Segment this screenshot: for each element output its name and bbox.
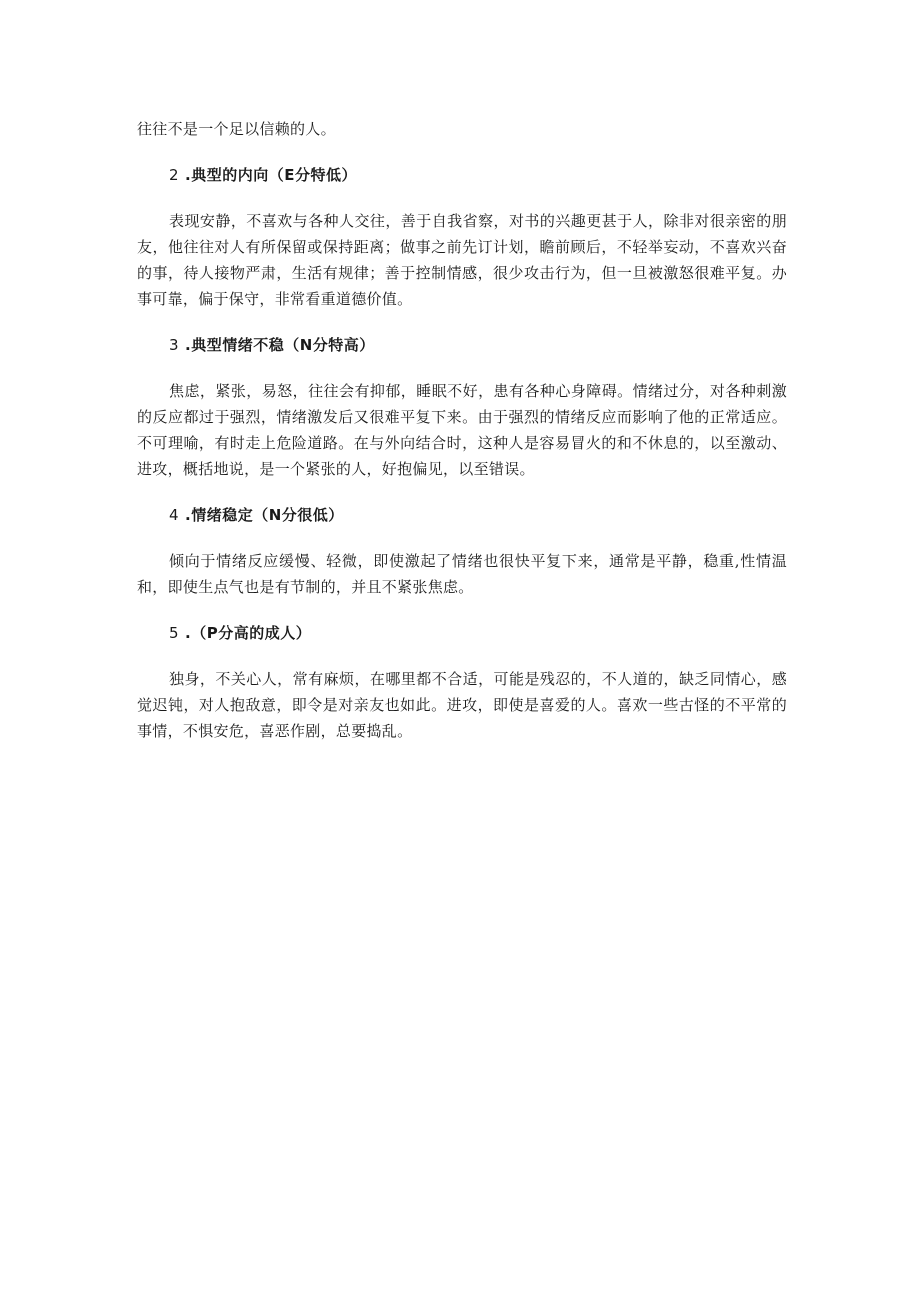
section-title: .典型的内向（E分特低） bbox=[185, 166, 357, 184]
section-heading bbox=[169, 502, 787, 528]
section-body: 独身，不关心人，常有麻烦，在哪里都不合适，可能是残忍的，不人道的，缺乏同情心，感觉迟钝，对人抱敌意，即令是对亲友也如此。进攻，即使是喜爱的人。喜欢一些古怪的不平常的事情，不惧安危，喜恶作剧，总要捣乱。 bbox=[137, 670, 787, 740]
section-title: .情绪稳定（N分很低） bbox=[185, 506, 344, 524]
section-body: 表现安静，不喜欢与各种人交往，善于自我省察，对书的兴趣更甚于人，除非对很亲密的朋友，他往往对人有所保留或保持距离；做事之前先订计划，瞻前顾后，不轻举妄动，不喜欢兴奋的事，待人接物严肃，生活有规律；善于控制情感，很少攻击行为，但一旦被激怒很难平复。办事可靠，偏于保守，非常看重道德价值。 bbox=[137, 212, 787, 308]
document-page bbox=[137, 116, 787, 764]
section-heading bbox=[169, 162, 787, 188]
section-heading bbox=[169, 332, 787, 358]
continuation-paragraph: 往往不是一个足以信赖的人。 bbox=[137, 120, 336, 138]
section-heading bbox=[169, 620, 787, 646]
section-4 bbox=[137, 502, 787, 600]
section-number: 5 bbox=[169, 624, 180, 642]
section-5 bbox=[137, 620, 787, 744]
section-2 bbox=[137, 162, 787, 312]
section-body: 焦虑，紧张，易怒，往往会有抑郁，睡眠不好，患有各种心身障碍。情绪过分，对各种刺激的反应都过于强烈，情绪激发后又很难平复下来。由于强烈的情绪反应而影响了他的正常适应。不可理喻，有时走上危险道路。在与外向结合时，这种人是容易冒火的和不休息的，以至激动、进攻，概括地说，是一个紧张的人，好抱偏见，以至错误。 bbox=[137, 382, 787, 478]
section-title: .（P分高的成人） bbox=[185, 624, 312, 642]
section-number: 4 bbox=[169, 506, 180, 524]
section-3 bbox=[137, 332, 787, 482]
section-body: 倾向于情绪反应缓慢、轻微，即使激起了情绪也很快平复下来，通常是平静，稳重,性情温和，即使生点气也是有节制的，并且不紧张焦虑。 bbox=[137, 552, 787, 596]
section-number: 2 bbox=[169, 166, 180, 184]
section-number: 3 bbox=[169, 336, 180, 354]
section-title: .典型情绪不稳（N分特高） bbox=[185, 336, 375, 354]
